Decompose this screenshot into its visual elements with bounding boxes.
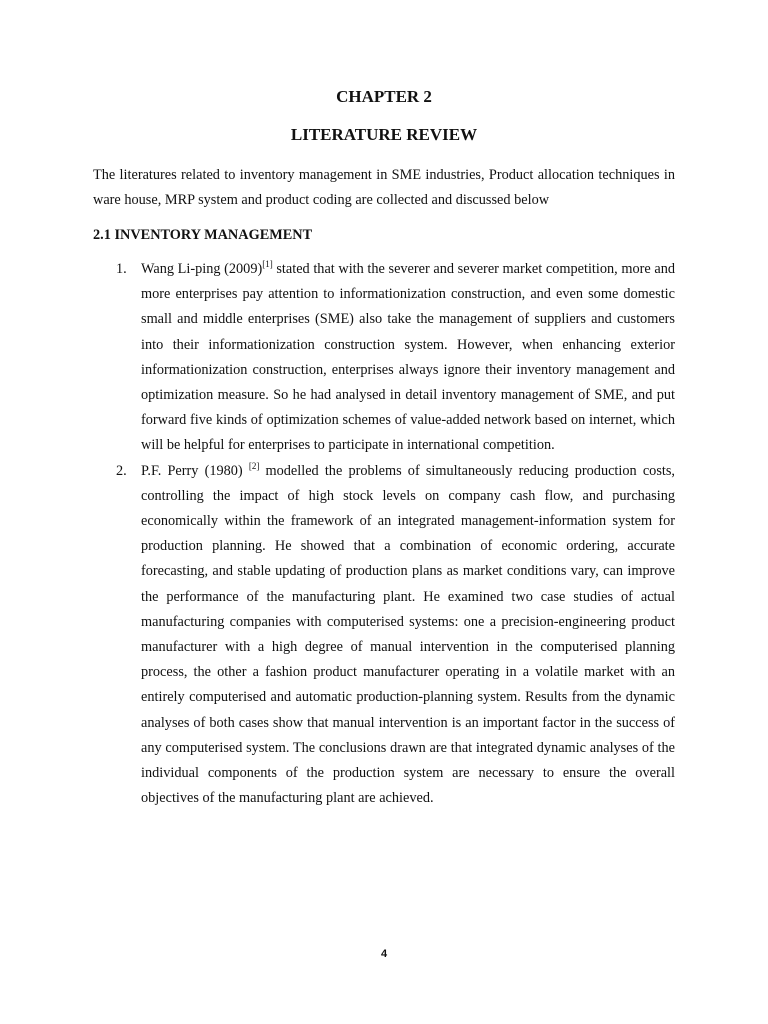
list-item-text: stated that with the severer and severer market competition, more and more enterprises pay attention to informationization construction, and even some domestic small and middle enterprises (SME) also take the management of suppliers and customers into their informationization construction system. However, when enhancing exterior informationization construction, enterprises always ignore their inventory management and optimization measure. So he had analysed in detail inventory management of SME, and put forward five kinds of optimization schemes of value-added network based on internet, which will be helpful for enterprises to participate in international competition.: [141, 261, 675, 454]
list-item-number: 2.: [116, 462, 127, 479]
chapter-number: CHAPTER 2: [336, 87, 432, 106]
list-item-author: P.F. Perry (1980): [141, 462, 249, 479]
section-heading: 2.1 INVENTORY MANAGEMENT: [93, 227, 313, 243]
chapter-title: LITERATURE REVIEW: [290, 125, 478, 144]
page-number: 4: [380, 948, 388, 960]
list-item-author: Wang Li-ping (2009): [141, 261, 263, 277]
list-item: [116, 459, 675, 812]
citation-marker: [1]: [262, 259, 273, 269]
list-item-number: 1.: [116, 261, 127, 277]
list-item: [116, 257, 675, 459]
list-item-text: modelled the problems of simultaneously reducing production costs, controlling the impact of high stock levels on company cash flow, and purchasing economically within the framework of an integrated management-information system for production planning. He showed that a combination of economic ordering, accurate forecasting, and stable updating of production plans as market conditions vary, can improve the performance of the manufacturing plant. He examined two case studies of actual manufacturing companies with computerised systems: one a precision-engineering product manufacturer with a high degree of manual intervention in the computerised planning process, the other a fashion product manufacturer operating in a volatile market with an entirely computerised and automatic production-planning system. Results from the dynamic analyses of both cases show that manual intervention is an important factor in the success of any computerised system. The conclusions drawn are that integrated dynamic analyses of the individual components of the production system are necessary to ensure the overall objectives of the manufacturing plant are achieved.: [141, 462, 675, 807]
citation-marker: [2]: [248, 460, 260, 471]
reference-list: [116, 257, 675, 811]
intro-paragraph: The literatures related to inventory management in SME industries, Product allocation techniques in ware house, MRP system and product coding are collected and discussed below: [93, 167, 675, 208]
